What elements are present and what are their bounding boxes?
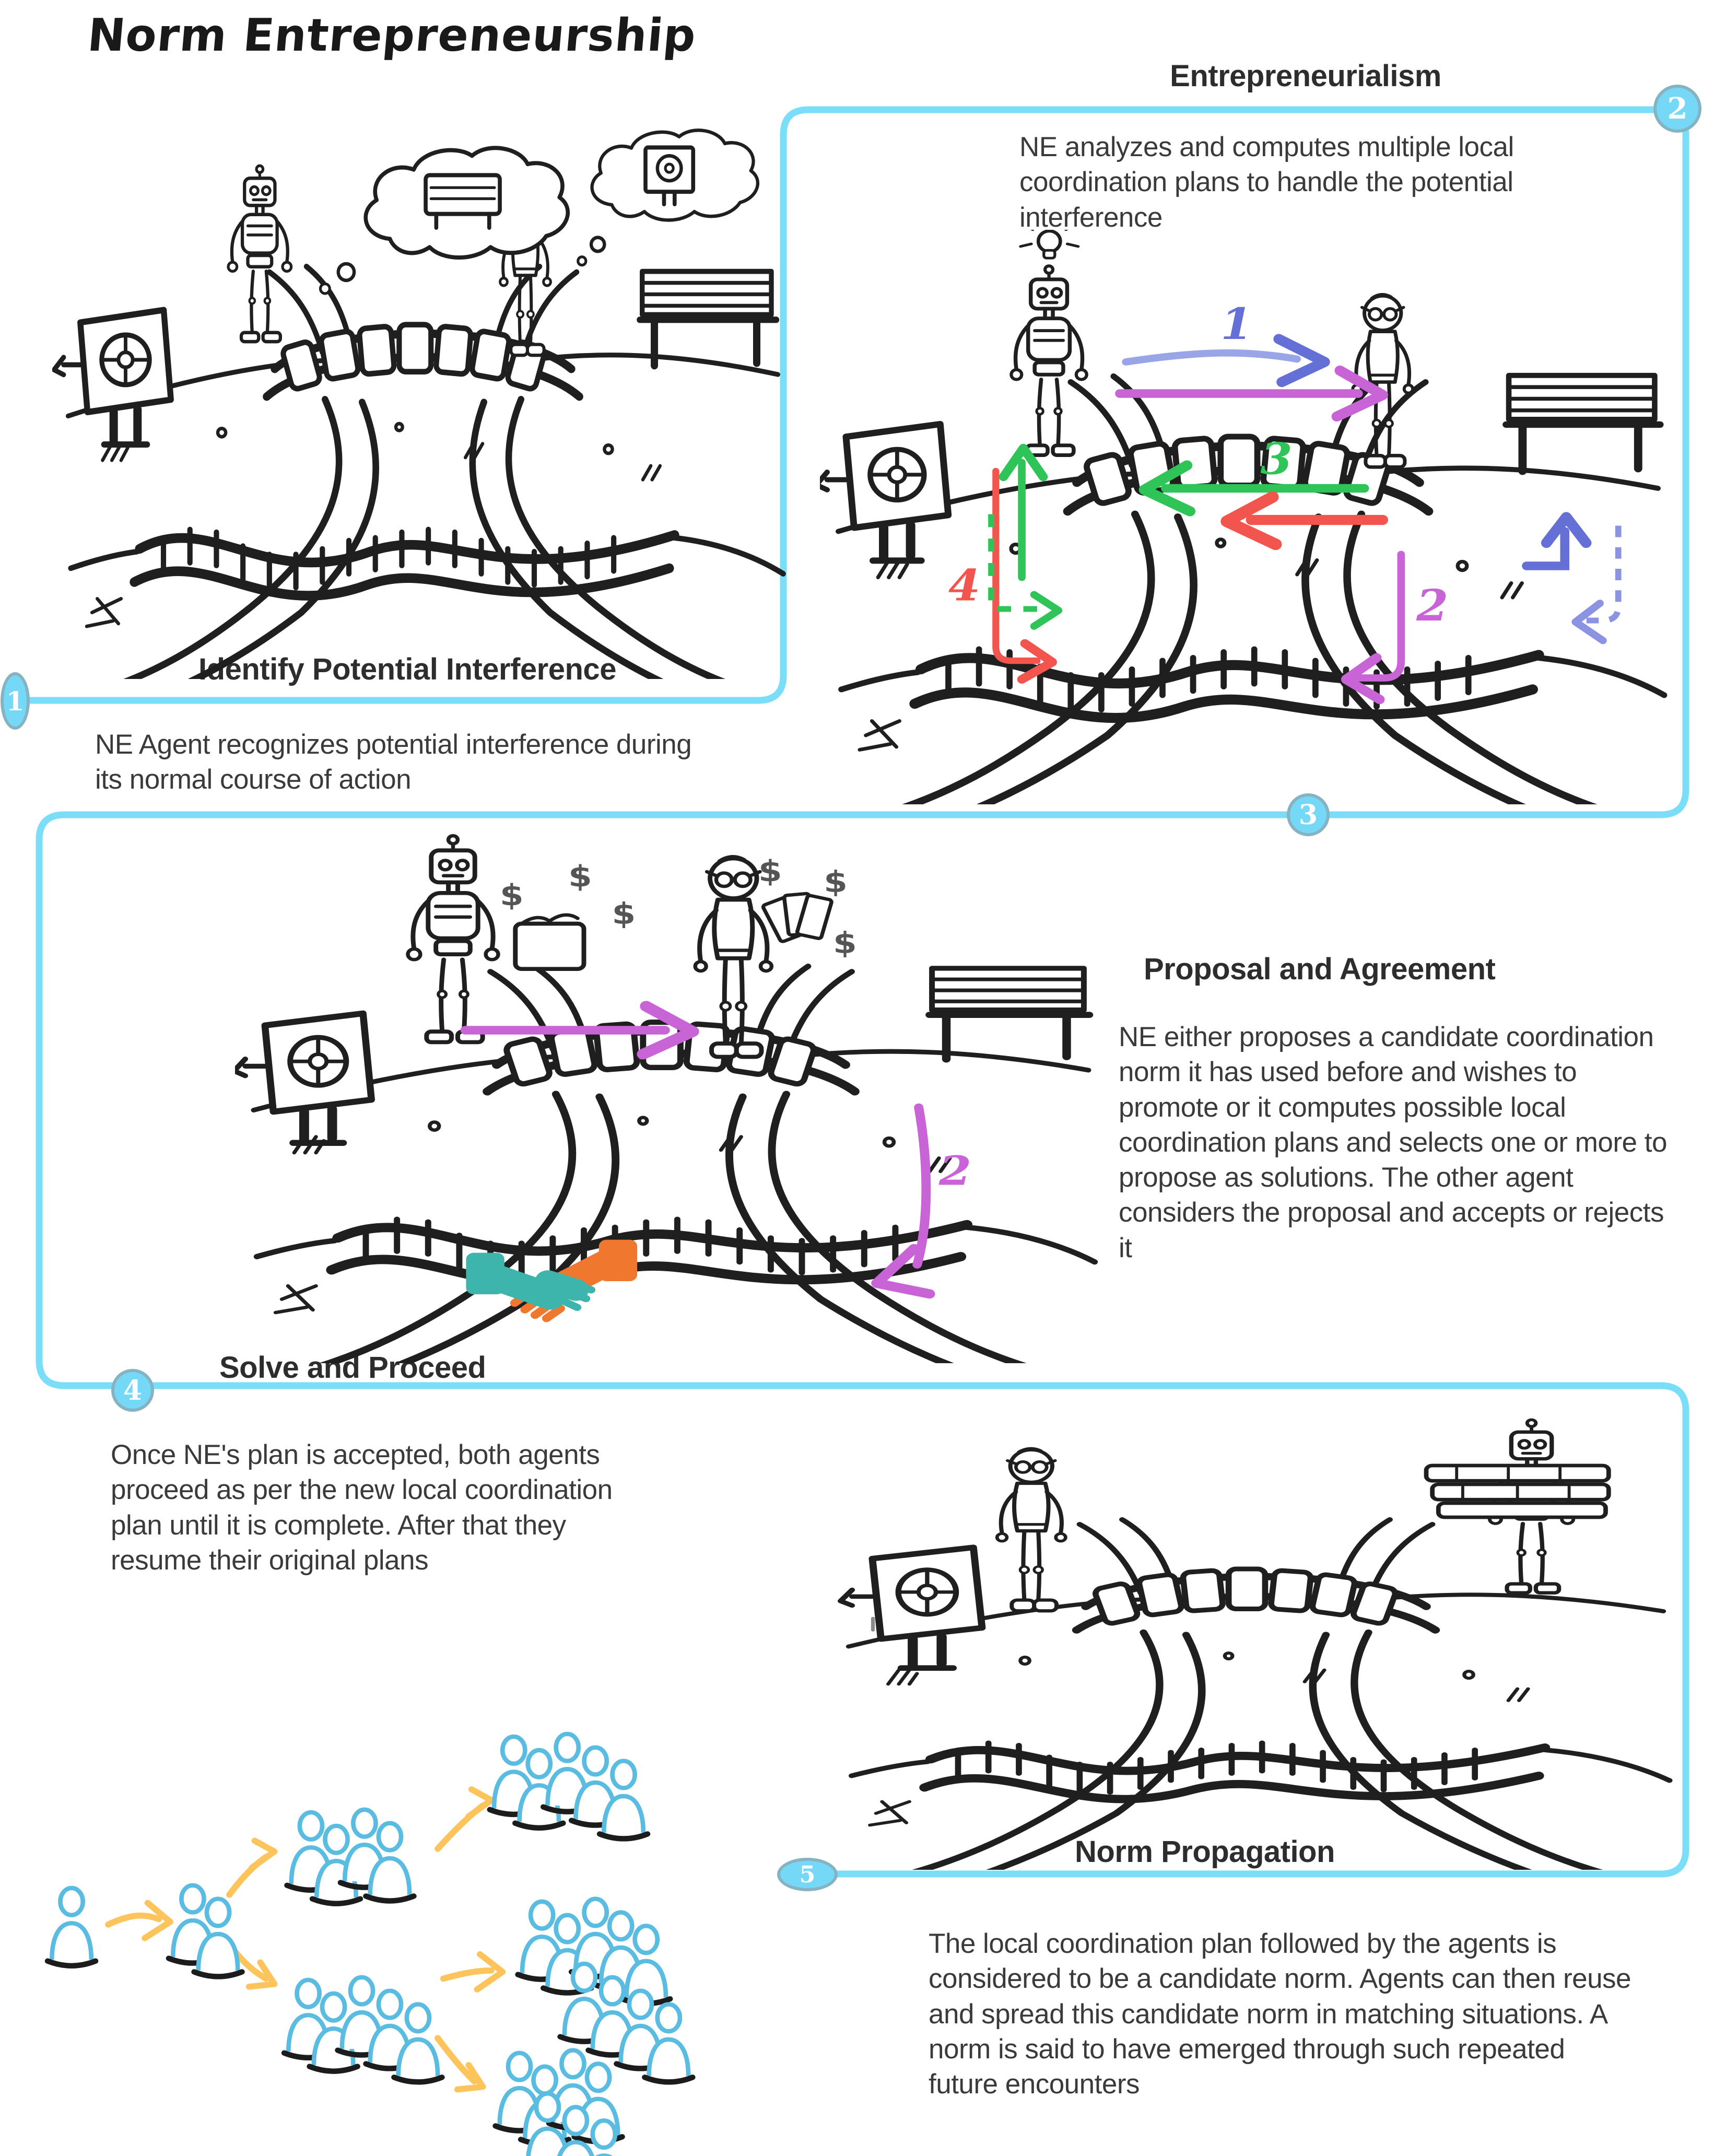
step-3-description: NE either proposes a candidate coordination norm it has used before and wishes to promote or it computes possible local coordination plans and selects one or more to propose as solutions. The other agent considers the proposal and accepts or rejects it [1119,1022,1667,1263]
scene-norm-propagation-illustration [830,1400,1682,1870]
scene-identify-interference-illustration [52,125,794,679]
svg-text:4: 4 [948,560,981,611]
red-plan-arrow [1227,497,1383,545]
step-3-title: Proposal and Agreement [1144,952,1496,986]
crowd-group-lower [284,1977,442,2082]
step-5-description: The local coordination plan followed by the agents is considered to be a candidate norm. Agents can then reuse and spread this candidate norm in matching situations. A norm is said to have emerged through such repeated future encounters [929,1928,1631,2100]
scene-proposal-agreement-illustration [235,830,1107,1363]
svg-text:$: $ [499,878,524,912]
blue-corner-arrow [1527,517,1618,641]
wheel-sign-icon [841,1548,982,1668]
step-4-title: Solve and Proceed [219,1351,486,1385]
wheel-sign-icon [54,310,171,445]
plan-4-arrow [948,471,1052,679]
wheel-sign-icon [235,1013,371,1143]
norm-propagation-crowd-diagram [21,1697,809,2156]
purple-plan-arrow [1120,371,1383,417]
step-3-badge [1287,793,1330,836]
robot-agent-icon [228,166,291,342]
step-1-number: 1 [6,685,25,717]
step-2-description: NE analyzes and computes multiple local coordination plans to handle the potential interference [1019,132,1514,233]
svg-text:$: $ [568,859,592,894]
crowd-group-top [490,1734,648,1839]
svg-text:1: 1 [1220,299,1253,350]
step-5-badge [777,1858,838,1891]
svg-text:$: $ [824,864,848,899]
svg-text:$: $ [612,897,636,931]
carried-planks-icon [1426,1466,1609,1517]
human-agent-icon [997,1448,1065,1611]
park-scene-base [68,266,783,679]
step-1-description: NE Agent recognizes potential interference during its normal course of action [95,729,692,795]
crowd-group-single [48,1888,96,1966]
svg-text:2: 2 [1416,580,1449,631]
step-2-number: 2 [1667,91,1688,126]
step-5-number: 5 [799,1861,816,1888]
step-5-title: Norm Propagation [1075,1835,1335,1869]
plan-1-arrow [1126,299,1325,382]
step-3-number: 3 [1298,799,1318,831]
crowd-group-upper [287,1810,414,1904]
svg-text:3: 3 [1260,434,1293,485]
step-4-description: Once NE's plan is accepted, both agents proceed as per the new local coordination plan until it is complete. After that they resume their original plans [111,1439,613,1576]
step-2-badge [1653,85,1701,133]
wheel-sign-icon [820,424,948,560]
money-box-icon [500,860,636,969]
robot-agent-icon [1011,266,1086,455]
bench-icon [929,968,1089,1059]
svg-text:$: $ [758,854,782,888]
step-4-number: 4 [123,1374,143,1407]
robot-agent-icon [408,836,498,1042]
bench-icon [640,272,776,366]
svg-text:$: $ [833,926,857,960]
step-4-badge [111,1369,154,1412]
idea-lightbulb-icon [1020,230,1078,258]
crowd-group-bottom [496,2050,628,2156]
bench-icon [1506,376,1660,471]
person-thought-bubble-sign-icon [578,130,758,265]
step-2-title: Entrepreneurialism [1170,59,1441,93]
cash-fan-icon [758,854,857,960]
scene-entrepreneurialism-illustration [820,230,1676,804]
crowd-group-pair [169,1885,242,1977]
step-1-badge [1,672,30,730]
step-1-title: Identify Potential Interference [198,652,616,686]
page-title: Norm Entrepreneurship [85,9,699,62]
svg-text:2: 2 [938,1147,972,1194]
green-dashed-arrow [991,448,1059,626]
crowd-group-mid-right [518,1899,692,2082]
